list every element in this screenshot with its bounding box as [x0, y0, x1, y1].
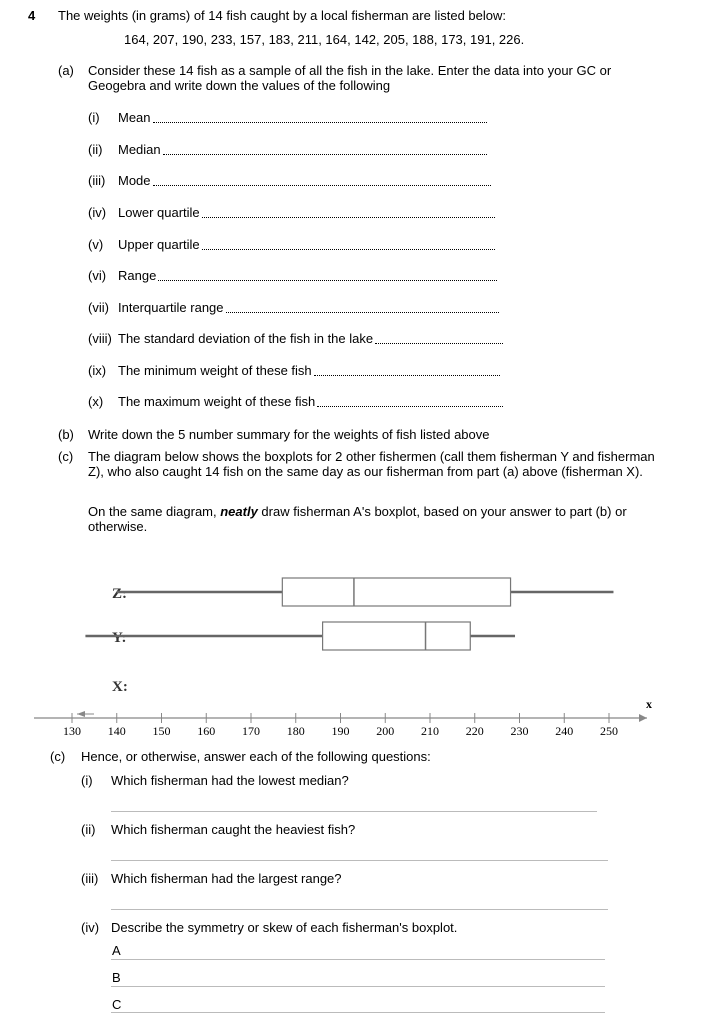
question-intro: The weights (in grams) of 14 fish caught by a local fisherman are listed below:: [58, 8, 506, 23]
part-a-answer-dots[interactable]: [202, 249, 495, 250]
boxplot-chart: [0, 575, 707, 735]
x-axis-arrow: [639, 714, 647, 722]
part-a-answer-dots[interactable]: [375, 343, 503, 344]
part-a-item-num: (viii): [88, 331, 112, 346]
part-a-item-label: Median: [118, 142, 161, 157]
q-iii-text: Which fisherman had the largest range?: [111, 871, 342, 886]
q-iv-text: Describe the symmetry or skew of each fisherman's boxplot.: [111, 920, 458, 935]
tick-label: 200: [376, 724, 395, 735]
answer-line-b[interactable]: [111, 986, 605, 987]
part-a-answer-dots[interactable]: [226, 312, 499, 313]
part-a-item-label: The maximum weight of these fish: [118, 394, 316, 409]
part-a-text: Consider these 14 fish as a sample of all the fish in the lake. Enter the data into your GC or Geogebra and write down the values of the following: [88, 63, 612, 93]
series-label: X:: [112, 679, 128, 695]
tick-label: 160: [197, 724, 216, 735]
q-iii-num: (iii): [81, 871, 99, 886]
tick-label: 240: [555, 724, 574, 735]
q-i-text: Which fisherman had the lowest median?: [111, 773, 349, 788]
tick-label: 140: [107, 724, 126, 735]
instruction-after: draw fisherman A's boxplot, based on your answer to part (b) or otherwise.: [88, 504, 627, 534]
tick-label: 210: [421, 724, 439, 735]
part-a-answer-dots[interactable]: [314, 375, 500, 376]
q-ii-text: Which fisherman caught the heaviest fish?: [111, 822, 356, 837]
instruction-before: On the same diagram,: [88, 504, 221, 519]
answer-line-c[interactable]: [111, 1012, 605, 1013]
part-a-item-label: Interquartile range: [118, 300, 224, 315]
tick-label: 180: [286, 724, 305, 735]
tick-label: 190: [331, 724, 350, 735]
tick-label: 230: [510, 724, 529, 735]
part-a-answer-dots[interactable]: [317, 406, 503, 407]
tick-label: 250: [600, 724, 618, 735]
part-c-instruction: [88, 504, 648, 534]
part-a-item-label: Lower quartile: [118, 205, 200, 220]
part-a-item-num: (vi): [88, 268, 107, 283]
part-a-item-num: (ii): [88, 142, 103, 157]
series-label: Y:: [112, 630, 127, 646]
part-a-label: (a): [58, 63, 74, 78]
sub-label-a: A: [112, 943, 121, 958]
part-a-item-num: (vii): [88, 300, 109, 315]
answer-line-i[interactable]: [111, 811, 597, 812]
answer-line-iii[interactable]: [111, 909, 608, 910]
part-a-item-num: (x): [88, 394, 104, 409]
part-a-item-num: (iv): [88, 205, 107, 220]
part-a-answer-dots[interactable]: [163, 154, 487, 155]
part-a-item-num: (v): [88, 237, 104, 252]
sub-label-c: C: [112, 997, 122, 1012]
part-a-item-label: Range: [118, 268, 157, 283]
question-number: 4: [28, 8, 36, 23]
part-a-answer-dots[interactable]: [158, 280, 497, 281]
fish-weights-list: 164, 207, 190, 233, 157, 183, 211, 164, 142, 205, 188, 173, 191, 226.: [124, 32, 525, 47]
part-c-label: (c): [58, 449, 74, 464]
series-label: Z:: [112, 586, 127, 602]
part-a-item-num: (i): [88, 110, 100, 125]
part-c-text: The diagram below shows the boxplots for 2 other fishermen (call them fisherman Y and fisherman Z), who also caught 14 fish on the same day as our fisherman from part (a) above (fisherman X).: [88, 449, 655, 479]
part-a-item-label: The standard deviation of the fish in the lake: [118, 331, 374, 346]
part-a-answer-dots[interactable]: [202, 217, 495, 218]
part-a-item-label: Upper quartile: [118, 237, 200, 252]
answer-line-ii[interactable]: [111, 860, 608, 861]
q-i-num: (i): [81, 773, 93, 788]
x-axis-label: x: [646, 697, 652, 711]
sub-label-b: B: [112, 970, 121, 985]
part-b-label: (b): [58, 427, 74, 442]
part-b-text: Write down the 5 number summary for the weights of fish listed above: [88, 427, 490, 442]
instruction-emphasis: neatly: [220, 504, 258, 519]
q-iv-num: (iv): [81, 920, 100, 935]
part-a-answer-dots[interactable]: [153, 122, 487, 123]
part-a-item-num: (iii): [88, 173, 106, 188]
answer-line-a[interactable]: [111, 959, 605, 960]
tick-label: 170: [242, 724, 260, 735]
q-ii-num: (ii): [81, 822, 96, 837]
part-a-item-label: The minimum weight of these fish: [118, 363, 312, 378]
part-c2-label: (c): [50, 749, 66, 764]
part-a-item-num: (ix): [88, 363, 107, 378]
part-a-item-label: Mean: [118, 110, 151, 125]
tick-label: 220: [465, 724, 484, 735]
part-a-answer-dots[interactable]: [153, 185, 491, 186]
box: [282, 578, 510, 606]
tick-label: 150: [152, 724, 171, 735]
part-a-item-label: Mode: [118, 173, 151, 188]
box: [323, 622, 471, 650]
tick-label: 130: [63, 724, 81, 735]
part-c2-text: Hence, or otherwise, answer each of the following questions:: [81, 749, 431, 764]
